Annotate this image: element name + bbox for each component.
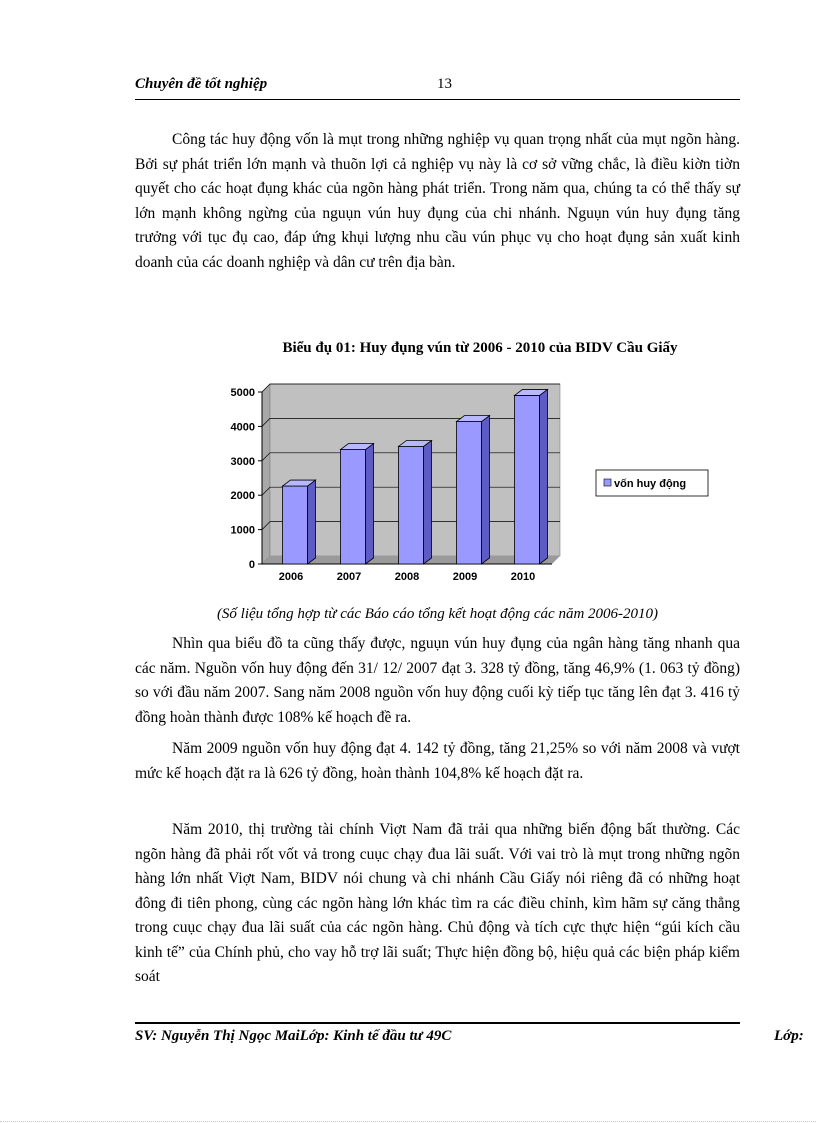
x-tick-label: 2010 [510, 571, 536, 583]
bar-2010 [515, 395, 540, 564]
y-tick-label: 0 [248, 559, 255, 571]
footer-rule [135, 1022, 740, 1024]
bar-2008 [399, 446, 424, 564]
source-note: (Số liệu tổng hợp từ các Báo cáo tổng kết hoạt động các năm 2006-2010) [216, 606, 659, 622]
page-edge [0, 1121, 816, 1122]
header-rule [135, 99, 740, 100]
paragraph-3: Năm 2009 nguồn vốn huy động đạt 4. 142 tỷ đồng, tăng 21,25% so với năm 2008 và vượt mức kế hoạch đặt ra là 626 tỷ đồng, hoàn thành 104,8% kế hoạch đặt ra. [135, 740, 740, 782]
bar-2007 [341, 450, 366, 564]
y-tick-label: 1000 [230, 524, 255, 537]
footer-student: SV: Nguyễn Thị Ngọc MaiLớp: Kinh tế đầu tư 49C [135, 1028, 452, 1044]
bar-side-2008 [424, 440, 432, 564]
x-tick-label: 2009 [452, 571, 478, 583]
x-tick-label: 2008 [394, 571, 420, 583]
bar-side-2007 [366, 444, 374, 564]
bar-2006 [283, 486, 308, 564]
x-tick-label: 2007 [336, 571, 362, 583]
page-number: 13 [437, 76, 452, 92]
bar-2009 [457, 422, 482, 564]
bar-side-2010 [540, 389, 548, 564]
y-tick-label: 5000 [230, 387, 255, 399]
paragraph-4: Năm 2010, thị trường tài chính Viợt Nam đã trải qua những biến động bất thường. Các ngõn hàng đã phải rốt vốt vả trong cuục chạy đua lãi suất. Với vai trò là mụt trong những ngõn hàng lớn nhất Viợt Nam, BIDV nói chung và chi nhánh Cầu Giấy nói riêng đã có những hoạt đông đi tiên phong, cùng các ngõn hàng lớn khác tìm ra các điều chỉnh, kìm hãm sự căng thẳng trong cuục chạy đua lãi suất của các ngõn hàng. Chủ động và tích cực thực hiện “gúi kích cầu kinh tế” của Chính phủ, cho vay hỗ trợ lãi suất; Thực hiện đồng bộ, hiệu quả các biện pháp kiểm soát [135, 821, 740, 985]
legend-label: vốn huy động [614, 478, 687, 490]
y-tick-label: 3000 [230, 455, 255, 468]
bar-chart [200, 372, 720, 597]
bar-side-2009 [482, 416, 490, 564]
bar-side-2006 [308, 480, 316, 564]
paragraph-1: Công tác huy động vốn là mụt trong những nghiệp vụ quan trọng nhất của mụt ngõn hàng. Bởi sự phát triển lớn mạnh và thuõn lợi cả nghiệp vụ này là cơ sở vững chắc, là điều kiờn tiờn quyết cho các hoạt đụng khác của ngõn hàng phát triển. Trong năm qua, chúng ta có thể thấy sự lớn mạnh không ngừng của nguụn vún huy đụng của chi nhánh. Nguụn vún huy đụng tăng trưởng với tục đụ cao, đáp ứng khụi lượng nhu cầu vún phục vụ cho hoạt đụng sản xuất kinh doanh của các doanh nghiệp và dân cư trên địa bàn. [135, 131, 740, 271]
chart-title: Biểu đụ 01: Huy đụng vún từ 2006 - 2010 của BIDV Cầu Giấy [282, 340, 678, 356]
plot-side-wall [262, 384, 270, 564]
y-tick-label: 4000 [230, 421, 255, 434]
legend-swatch [604, 479, 611, 486]
paragraph-2: Nhìn qua biểu đồ ta cũng thấy được, nguụn vún huy đụng của ngân hàng tăng nhanh qua các năm. Nguồn vốn huy động đến 31/ 12/ 2007 đạt 3. 328 tỷ đồng, tăng 46,9% (1. 063 tỷ đồng) so với đầu năm 2007. Sang năm 2008 nguồn vốn huy động cuối kỳ tiếp tục tăng lên đạt 3. 416 tỷ đồng hoàn thành được 108% kế hoạch đề ra. [135, 635, 740, 726]
header-title: Chuyên đề tốt nghiệp [135, 76, 268, 92]
y-tick-label: 2000 [230, 490, 255, 503]
footer-class: Lớp: [774, 1028, 804, 1044]
x-tick-label: 2006 [278, 571, 304, 583]
